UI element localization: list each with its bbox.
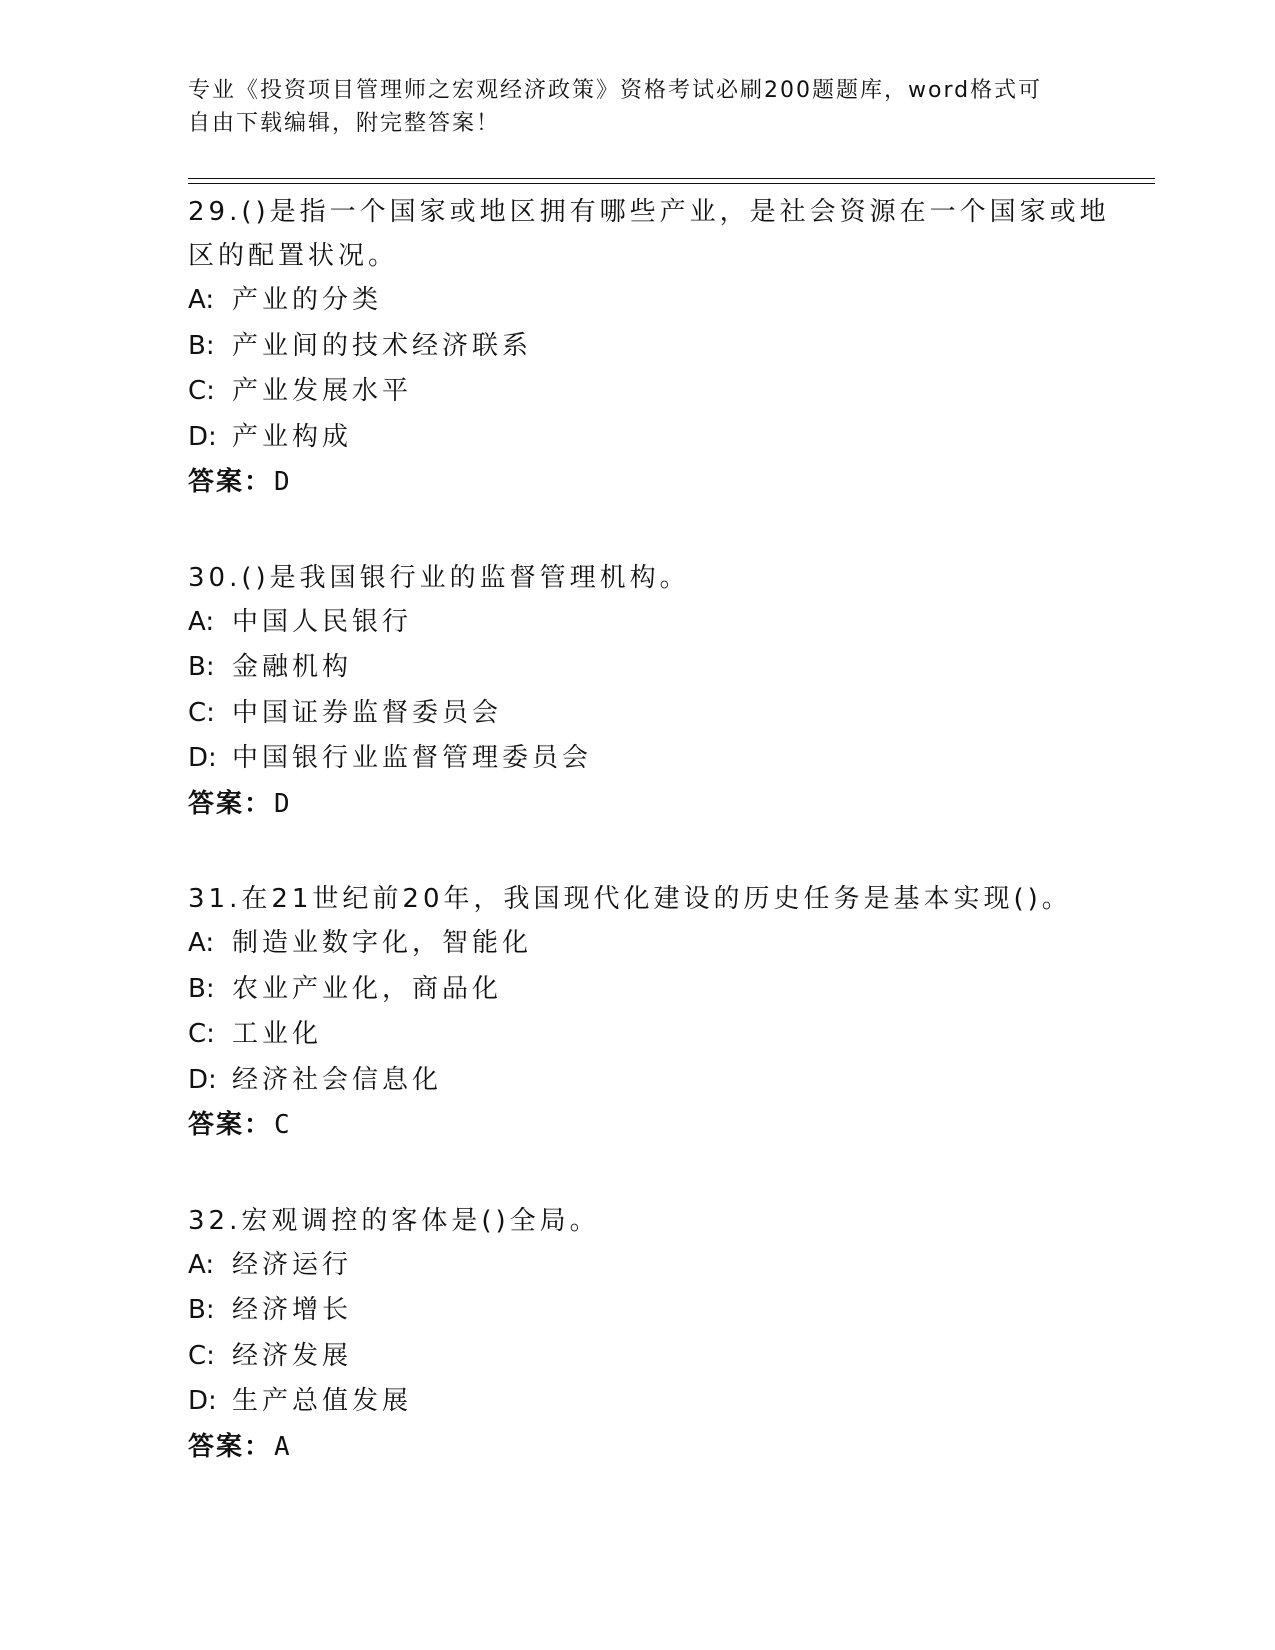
- option-b: [188, 1288, 1118, 1334]
- answer-value: D: [274, 467, 290, 497]
- option-letter: D:: [188, 1386, 217, 1416]
- option-letter: C:: [188, 1340, 215, 1371]
- option-text: 中国证券监督委员会: [232, 697, 503, 728]
- option-letter: B:: [188, 973, 215, 1004]
- option-text: 金融机构: [232, 652, 353, 682]
- question-31: [188, 877, 1118, 1149]
- option-text: 经济运行: [232, 1249, 353, 1280]
- answer-value: D: [274, 788, 290, 819]
- answer-label: 答案：: [188, 788, 273, 819]
- option-text: 经济社会信息化: [232, 1064, 443, 1095]
- option-letter: C:: [188, 1019, 215, 1049]
- option-letter: A:: [188, 1249, 215, 1280]
- option-letter: D:: [188, 743, 217, 773]
- option-letter: B:: [188, 1295, 215, 1325]
- option-letter: D:: [188, 1064, 217, 1095]
- option-a: [188, 278, 1118, 324]
- option-text: 农业产业化，商品化: [232, 973, 503, 1004]
- option-text: 中国人民银行: [232, 606, 413, 637]
- option-a: [188, 1243, 1118, 1289]
- answer-label: 答案：: [188, 467, 273, 497]
- question-list: [188, 190, 1118, 1470]
- question-stem: 30.()是我国银行业的监督管理机构。: [188, 562, 690, 593]
- option-text: 产业间的技术经济联系: [232, 330, 533, 361]
- option-b: [188, 324, 1118, 370]
- option-b: [188, 645, 1118, 691]
- answer-label: 答案：: [188, 1110, 273, 1140]
- option-text: 工业化: [232, 1019, 323, 1049]
- question-stem: 31.在21世纪前20年，我国现代化建设的历史任务是基本实现()。: [188, 884, 1072, 914]
- option-c: [188, 1334, 1118, 1380]
- option-text: 中国银行业监督管理委员会: [232, 743, 593, 773]
- document-header: [188, 74, 1088, 140]
- question-30: [188, 556, 1118, 828]
- option-text: 产业的分类: [232, 285, 383, 315]
- question-stem: 29.()是指一个国家或地区拥有哪些产业，是社会资源在一个国家或地区的配置状况。: [188, 197, 1110, 271]
- option-a: [188, 921, 1118, 967]
- option-text: 生产总值发展: [232, 1386, 413, 1416]
- header-line-2: 自由下载编辑，附完整答案！: [188, 111, 501, 136]
- answer-line: [188, 460, 1118, 506]
- option-a: [188, 600, 1118, 646]
- answer-line: [188, 1103, 1118, 1149]
- option-letter: A:: [188, 606, 215, 637]
- option-text: 经济发展: [232, 1340, 353, 1371]
- option-letter: B:: [188, 330, 215, 361]
- option-text: 制造业数字化，智能化: [232, 928, 533, 958]
- option-b: [188, 967, 1118, 1013]
- answer-value: C: [274, 1110, 290, 1140]
- option-text: 产业发展水平: [232, 376, 413, 406]
- option-d: [188, 1058, 1118, 1104]
- question-32: [188, 1199, 1118, 1471]
- option-letter: C:: [188, 376, 215, 406]
- option-c: [188, 1012, 1118, 1058]
- option-letter: C:: [188, 697, 215, 728]
- option-d: [188, 736, 1118, 782]
- answer-line: [188, 1425, 1118, 1471]
- question-29: [188, 190, 1118, 506]
- question-stem: 32.宏观调控的客体是()全局。: [188, 1205, 600, 1236]
- option-d: [188, 415, 1118, 461]
- option-text: 产业构成: [232, 421, 353, 452]
- answer-line: [188, 782, 1118, 828]
- option-letter: A:: [188, 928, 215, 958]
- option-letter: A:: [188, 285, 215, 315]
- option-text: 经济增长: [232, 1295, 353, 1325]
- option-letter: B:: [188, 652, 215, 682]
- answer-label: 答案：: [188, 1431, 273, 1462]
- header-divider-top: [188, 178, 1155, 179]
- header-line-1: 专业《投资项目管理师之宏观经济政策》资格考试必刷200题题库，word格式可: [188, 78, 1043, 103]
- option-d: [188, 1379, 1118, 1425]
- header-divider-bottom: [188, 183, 1155, 184]
- option-c: [188, 691, 1118, 737]
- option-letter: D:: [188, 421, 217, 452]
- answer-value: A: [274, 1431, 290, 1462]
- option-c: [188, 369, 1118, 415]
